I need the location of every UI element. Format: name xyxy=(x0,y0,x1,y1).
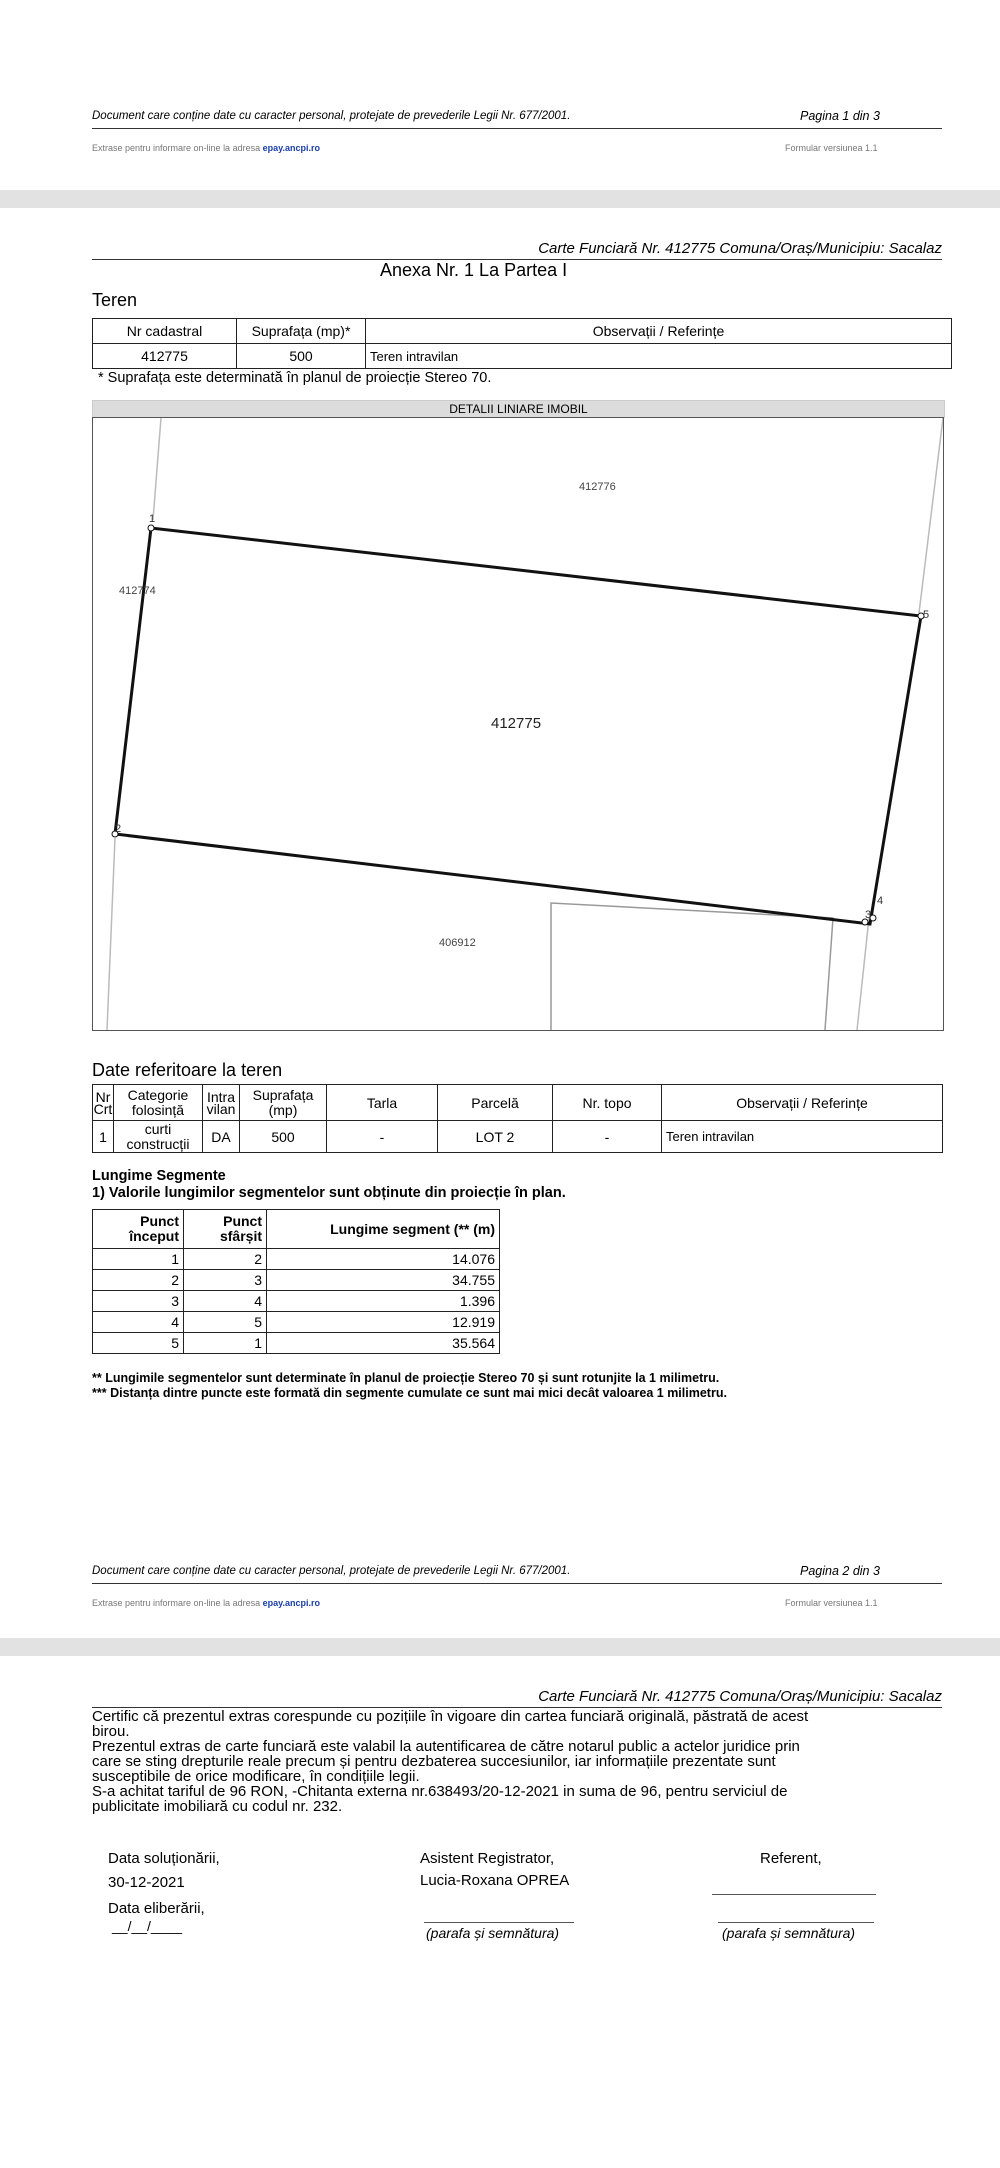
segment-start: 5 xyxy=(93,1333,184,1354)
vertex-label-4: 4 xyxy=(877,895,884,907)
extract-info: Extrase pentru informare on-line la adresa epay.ancpi.ro xyxy=(92,143,320,153)
page-1 xyxy=(0,0,1000,190)
footer-rule xyxy=(92,128,942,129)
segments-header-start: Punct început xyxy=(93,1210,184,1249)
parcel-map xyxy=(92,417,944,1031)
segment-length: 14.076 xyxy=(267,1249,500,1270)
data-solutionarii-value: 30-12-2021 xyxy=(108,1874,185,1891)
boundary-east-north xyxy=(919,418,943,613)
segment-length: 12.919 xyxy=(267,1312,500,1333)
page-number: Pagina 2 din 3 xyxy=(800,1564,880,1578)
table-row xyxy=(93,1312,500,1333)
date-header-nr-crt: Nr Crt xyxy=(93,1085,114,1121)
neighbour-building xyxy=(551,903,833,1030)
vertex-label-2: 2 xyxy=(115,823,122,835)
vertex-label-1: 1 xyxy=(149,513,156,525)
teren-cell-suprafata: 500 xyxy=(237,344,366,369)
segment-length: 34.755 xyxy=(267,1270,500,1291)
cert-line: susceptibile de orice modificare, în condițiile legii. xyxy=(92,1768,420,1785)
boundary-east-south xyxy=(857,918,869,1030)
segment-end: 5 xyxy=(184,1312,267,1333)
cert-line: Certific că prezentul extras corespunde cu pozițiile în vigoare din cartea funciară originală, păstrată de acest xyxy=(92,1708,809,1725)
parcel-label-south: 406912 xyxy=(439,937,476,949)
segments-table xyxy=(92,1209,500,1354)
segment-length: 1.396 xyxy=(267,1291,500,1312)
segments-header-end: Punct sfârșit xyxy=(184,1210,267,1249)
extract-site-link[interactable]: epay.ancpi.ro xyxy=(262,143,320,153)
page-3 xyxy=(0,1656,1000,2168)
segments-heading: Lungime Segmente xyxy=(92,1168,226,1184)
date-cell-nr-crt: 1 xyxy=(93,1121,114,1153)
parcel-label-west: 412774 xyxy=(119,585,156,597)
parcel-label-main: 412775 xyxy=(491,715,542,732)
date-header-categorie: Categorie folosință xyxy=(114,1085,203,1121)
annex-title: Anexa Nr. 1 La Partea I xyxy=(380,260,568,280)
cert-line: birou. xyxy=(92,1723,130,1740)
segment-end: 1 xyxy=(184,1333,267,1354)
referent-label: Referent, xyxy=(760,1850,822,1867)
teren-table xyxy=(92,318,952,369)
parcel-map-drawing xyxy=(93,418,943,1030)
date-cell-parcela: LOT 2 xyxy=(438,1121,553,1153)
date-header-suprafata: Suprafața (mp) xyxy=(240,1085,327,1121)
date-header-parcela: Parcelă xyxy=(438,1085,553,1121)
cert-line: S-a achitat tariful de 96 RON, -Chitanta externa nr.638493/20-12-2021 in suma de 96, pentru serviciul de xyxy=(92,1783,788,1800)
carte-funciara-header: Carte Funciară Nr. 412775 Comuna/Oraș/Municipiu: Sacalaz xyxy=(538,1688,942,1705)
teren-note: * Suprafața este determinată în planul de proiecție Stereo 70. xyxy=(98,370,492,386)
cert-line: care se sting drepturile reale precum și pentru dezbaterea succesiunilor, iar informațiile prezentate sunt xyxy=(92,1753,776,1770)
page-number: Pagina 1 din 3 xyxy=(800,109,880,123)
parafa-referent: (parafa și semnătura) xyxy=(722,1925,856,1941)
parcel-label-north: 412776 xyxy=(579,481,616,493)
segment-start: 3 xyxy=(93,1291,184,1312)
teren-cell-nr-cadastral: 412775 xyxy=(93,344,237,369)
signature-line-asistent xyxy=(424,1922,574,1923)
page-2 xyxy=(0,208,1000,1638)
data-eliberarii-value: __/__/____ xyxy=(112,1918,183,1934)
teren-header-suprafata: Suprafața (mp)* xyxy=(237,319,366,344)
parafa-asistent: (parafa și semnătura) xyxy=(426,1925,560,1941)
footer-rule xyxy=(92,1583,942,1584)
date-cell-tarla: - xyxy=(327,1121,438,1153)
data-solutionarii-label: Data soluționării, xyxy=(108,1850,220,1867)
teren-cell-observatii: Teren intravilan xyxy=(366,344,952,369)
segments-rounding-note: ** Lungimile segmentelor sunt determinate în planul de proiecție Stereo 70 și sunt rotunjite la 1 milimetru. xyxy=(92,1371,720,1385)
extract-info: Extrase pentru informare on-line la adresa epay.ancpi.ro xyxy=(92,1598,320,1608)
date-cell-observatii: Teren intravilan xyxy=(662,1121,943,1153)
boundary-west-south xyxy=(107,838,115,1030)
carte-funciara-header: Carte Funciară Nr. 412775 Comuna/Oraș/Municipiu: Sacalaz xyxy=(538,240,942,257)
teren-header-observatii: Observații / Referințe xyxy=(366,319,952,344)
date-cell-intravilan: DA xyxy=(203,1121,240,1153)
teren-header-nr-cadastral: Nr cadastral xyxy=(93,319,237,344)
segments-distance-note: *** Distanța dintre puncte este formată din segmente cumulate ce sunt mai mici decât valoarea 1 milimetru. xyxy=(92,1386,727,1400)
privacy-notice: Document care conține date cu caracter personal, protejate de prevederile Legii Nr. 677/2001. xyxy=(92,110,571,122)
table-row xyxy=(93,1333,500,1354)
date-header-nr-topo: Nr. topo xyxy=(553,1085,662,1121)
segment-end: 2 xyxy=(184,1249,267,1270)
segment-start: 1 xyxy=(93,1249,184,1270)
date-cell-nr-topo: - xyxy=(553,1121,662,1153)
teren-heading: Teren xyxy=(92,290,138,310)
segment-length: 35.564 xyxy=(267,1333,500,1354)
form-version: Formular versiunea 1.1 xyxy=(785,1598,878,1608)
table-row xyxy=(93,1291,500,1312)
boundary-west-north xyxy=(153,418,161,520)
segment-start: 4 xyxy=(93,1312,184,1333)
date-cell-categorie: curti construcții xyxy=(114,1121,203,1153)
asistent-name: Lucia-Roxana OPREA xyxy=(420,1872,570,1889)
vertex-label-3: 3 xyxy=(865,909,872,921)
segments-note: 1) Valorile lungimilor segmentelor sunt obținute din proiecție în plan. xyxy=(92,1185,566,1201)
extract-site-link[interactable]: epay.ancpi.ro xyxy=(262,1598,320,1608)
date-heading: Date referitoare la teren xyxy=(92,1060,283,1080)
date-header-tarla: Tarla xyxy=(327,1085,438,1121)
map-title: DETALII LINIARE IMOBIL xyxy=(449,402,588,416)
date-cell-suprafata: 500 xyxy=(240,1121,327,1153)
certification-text xyxy=(92,1709,942,1814)
date-header-observatii: Observații / Referințe xyxy=(662,1085,943,1121)
segments-header-length: Lungime segment (** (m) xyxy=(267,1210,500,1249)
vertex-label-5: 5 xyxy=(923,609,930,621)
signature-line-referent-top xyxy=(712,1894,876,1895)
segment-end: 3 xyxy=(184,1270,267,1291)
form-version: Formular versiunea 1.1 xyxy=(785,143,878,153)
table-row xyxy=(93,1270,500,1291)
cert-line: Prezentul extras de carte funciară este valabil la autentificarea de către notarul public a actelor juridice prin xyxy=(92,1738,800,1755)
vertex-1 xyxy=(148,525,154,531)
map-title-bar xyxy=(92,400,945,418)
table-row xyxy=(93,1249,500,1270)
segment-start: 2 xyxy=(93,1270,184,1291)
signature-line-referent xyxy=(718,1922,874,1923)
asistent-label: Asistent Registrator, xyxy=(420,1850,555,1867)
cert-line: publicitate imobiliară cu codul nr. 232. xyxy=(92,1798,343,1815)
date-table xyxy=(92,1084,943,1153)
date-header-intravilan: Intra vilan xyxy=(203,1085,240,1121)
data-eliberarii-label: Data eliberării, xyxy=(108,1900,205,1917)
privacy-notice: Document care conține date cu caracter personal, protejate de prevederile Legii Nr. 677/2001. xyxy=(92,1565,571,1577)
segment-end: 4 xyxy=(184,1291,267,1312)
